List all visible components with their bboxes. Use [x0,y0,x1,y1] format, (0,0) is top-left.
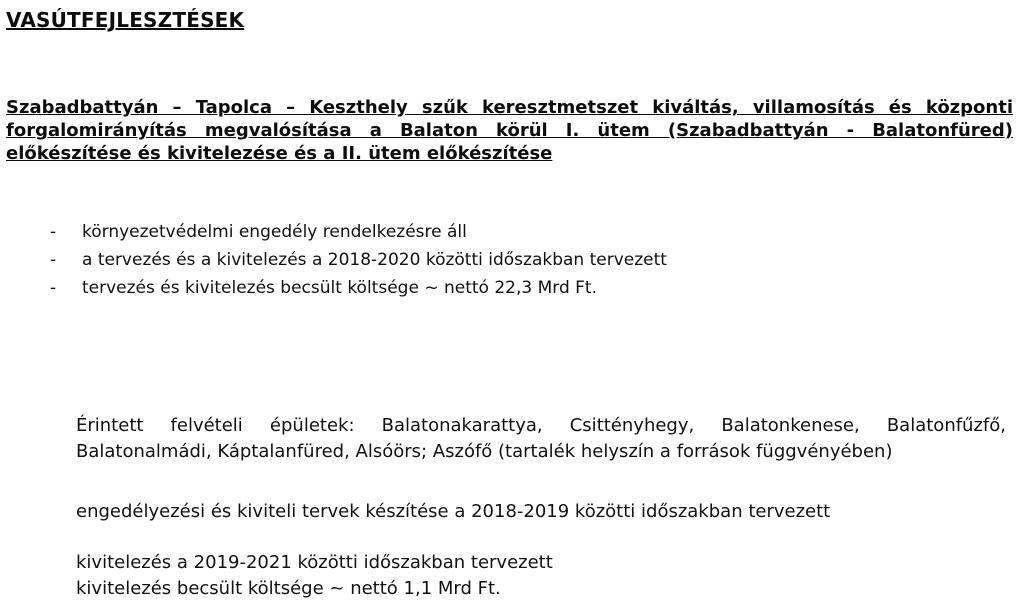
construction-cost-paragraph: kivitelezés becsült költsége ~ nettó 1,1 Mrd Ft. [76,578,501,599]
bullet-dash: - [50,222,57,242]
section-title: VASÚTFEJLESZTÉSEK [6,8,245,32]
project-heading: Szabadbattyán – Tapolca – Keszthely szűk keresztmetszet kiváltás, villamosítás és központi forgalomirányítás megvalósítása a Balaton körül I. ütem (Szabadbattyán - Balatonfüred) előkészítése és kivitelezése és a II. ütem előkészítése [6,97,1013,164]
planning-schedule-paragraph: engedélyezési és kiviteli tervek készítése a 2018-2019 közötti időszakban tervezett [76,501,831,522]
bullet-dash: - [50,278,57,298]
bullet-text: tervezés és kivitelezés becsült költsége ~ nettó 22,3 Mrd Ft. [82,278,597,298]
bullet-text: a tervezés és a kivitelezés a 2018-2020 közötti időszakban tervezett [82,250,667,270]
construction-schedule-paragraph: kivitelezés a 2019-2021 közötti időszakban tervezett [76,552,553,573]
affected-buildings-paragraph: Érintett felvételi épületek: Balatonakarattya, Csittényhegy, Balatonkenese, Balatonfűzfő, Balatonalmádi, Káptalanfüred, Alsóörs; Aszófő (tartalék helyszín a források függvényében) [76,415,1006,462]
bullet-item-cost [48,274,667,302]
bullet-item-permit [48,218,667,246]
bullet-item-schedule [48,246,667,274]
bullet-text: környezetvédelmi engedély rendelkezésre áll [82,222,467,242]
bullet-dash: - [50,250,57,270]
project-bullet-list [48,218,667,302]
